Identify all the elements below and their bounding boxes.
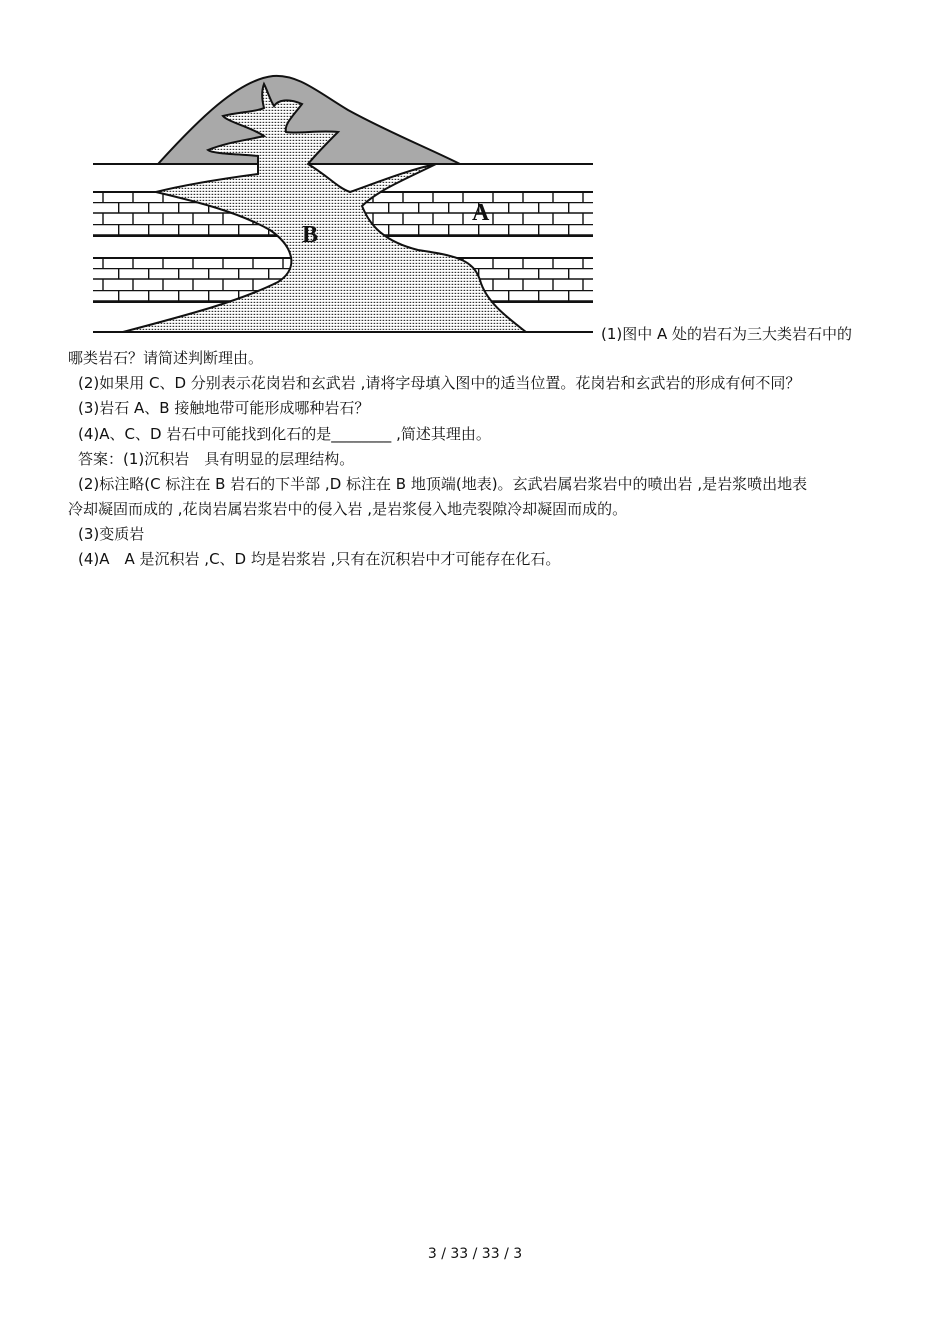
answer-2-line2: 冷却凝固而成的 ,花岗岩属岩浆岩中的侵入岩 ,是岩浆侵入地壳裂隙冷却凝固而成的。 (68, 500, 628, 518)
question-4: (4)A、C、D 岩石中可能找到化石的是________ ,简述其理由。 (78, 425, 491, 443)
label-b: B (302, 222, 319, 248)
answer-2-line1: (2)标注略(C 标注在 B 岩石的下半部 ,D 标注在 B 地顶端(地表)。玄武岩属岩浆岩中的喷出岩 ,是岩浆喷出地表 (78, 475, 808, 493)
answer-3: (3)变质岩 (78, 525, 145, 543)
page-number: 3 / 33 / 33 / 3 (427, 1246, 523, 1262)
question-1-part2: 哪类岩石？请简述判断理由。 (68, 349, 264, 367)
question-1-part1: (1)图中 A 处的岩石为三大类岩石中的 (601, 325, 853, 343)
question-2: (2)如果用 C、D 分别表示花岗岩和玄武岩 ,请将字母填入图中的适当位置。花岗岩和玄武岩的形成有何不同？ (78, 374, 801, 392)
label-a: A (472, 200, 490, 226)
question-3: (3)岩石 A、B 接触地带可能形成哪种岩石？ (78, 399, 370, 417)
answer-1: 答案：(1)沉积岩 具有明显的层理结构。 (78, 450, 355, 468)
geology-cross-section-figure (88, 70, 598, 340)
answer-4: (4)A A 是沉积岩 ,C、D 均是岩浆岩 ,只有在沉积岩中才可能存在化石。 (78, 550, 561, 568)
